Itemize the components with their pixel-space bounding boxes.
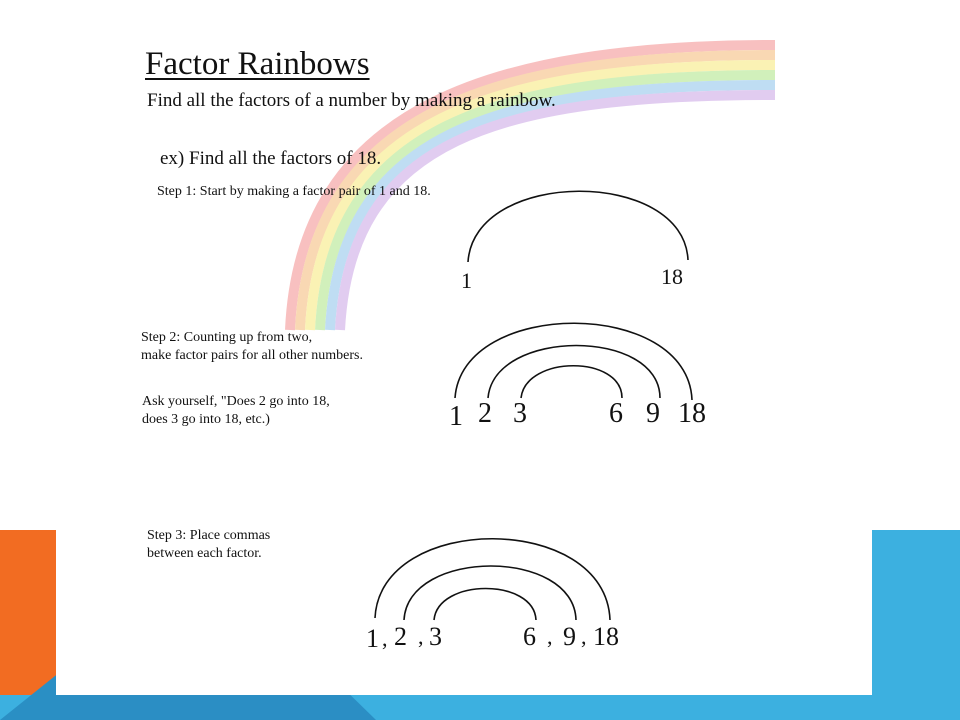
step2-line2: make factor pairs for all other numbers. [141,348,363,363]
step2-arc-inner [521,366,622,398]
step3-number-3: 3 [429,622,442,651]
step2-number-6: 6 [609,398,623,429]
step3-number-1: 1 [366,624,379,653]
step3-comma-2: , [418,624,424,649]
step2-number-3: 3 [513,398,527,429]
step3-number-6: 6 [523,622,536,651]
step2-number-1: 1 [449,401,463,432]
example-prompt: ex) Find all the factors of 18. [160,148,382,169]
subtitle: Find all the factors of a number by making a rainbow. [147,90,556,111]
step2-number-2: 2 [478,398,492,429]
step3-number-18: 18 [593,622,619,651]
step2-number-18: 18 [678,398,706,429]
step1-arc [468,191,688,262]
step1-number-18: 18 [661,264,683,289]
step3-line2: between each factor. [147,546,262,561]
step3-comma-1: , [382,626,388,651]
step3-arc-inner [434,589,536,621]
step3-number-9: 9 [563,622,576,651]
step2-number-9: 9 [646,398,660,429]
step1-number-1: 1 [461,268,472,293]
page-title: Factor Rainbows [145,46,370,82]
step3-line1: Step 3: Place commas [147,528,271,543]
step2-arc-middle [488,346,660,399]
step1-text: Step 1: Start by making a factor pair of 1 and 18. [157,184,431,199]
step3-arc-middle [404,566,576,620]
step3-comma-4: , [581,624,587,649]
step3-number-2: 2 [394,622,407,651]
step3-comma-3: , [547,624,553,649]
ask-line2: does 3 go into 18, etc.) [142,412,270,427]
step2-line1: Step 2: Counting up from two, [141,330,313,345]
ask-line1: Ask yourself, "Does 2 go into 18, [142,394,330,409]
